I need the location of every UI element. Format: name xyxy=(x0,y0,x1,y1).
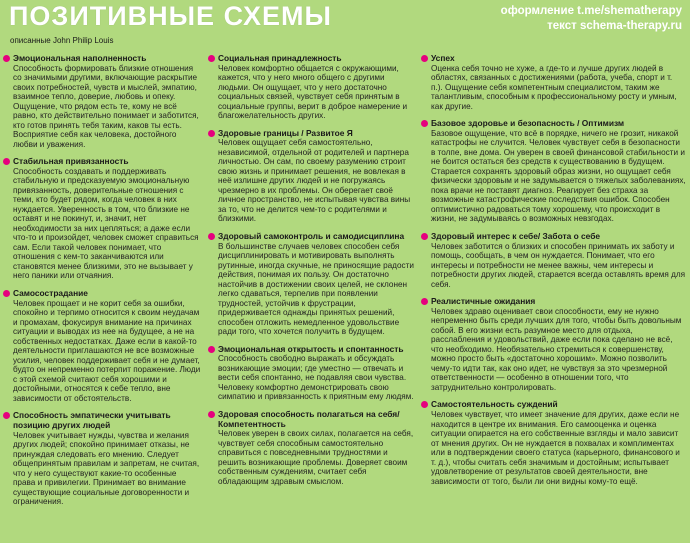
schema-title: Здоровый интерес к себе/ Забота о себе xyxy=(431,230,601,241)
column-3 xyxy=(418,48,690,486)
schema-title: Самостоятельность суждений xyxy=(431,399,558,410)
bullet-dot-icon xyxy=(3,55,10,62)
schema-section xyxy=(418,232,690,289)
column-1 xyxy=(0,48,205,507)
schema-section xyxy=(418,119,690,224)
schema-text: Человек учитывает нужды, чувства и желания других людей; спокойно принимает отказы, не принуждая следовать его мнению. Следует общепринятым правилам и запретам, не считая, что у него существуют какие-то особенные права и привилегии. Принимает во внимание существующие социальные договоренности и ограничения. xyxy=(13,430,200,507)
schema-text: Оценка себя точно не хуже, а где-то и лучше других людей в областях, связанных с достижениями (работа, учеба, спорт и т. п.). Ощущение себя компетентным специалистом, таким же талантливым, способным к профессиональному росту и умным, как другие. xyxy=(431,63,677,111)
schema-title: Эмоциональная наполненность xyxy=(13,53,147,63)
schema-title: Здоровый самоконтроль и самодисциплина xyxy=(218,230,405,241)
schema-text: Способность формировать близкие отношения со значимыми другими, включающие раскрытие своих потребностей, чувств и мыслей, эмпатию, взаимное тепло, доверие, любовь и опеку. Ощущение, что рядом есть те, кому не всё равно, кто действительно понимает и заботится, кто готов принять тебя таким, каков ты есть. Восприятие себя как человека, достойного любви и уважения. xyxy=(13,63,199,149)
schema-title: Эмоциональная открытость и спонтанность xyxy=(218,343,404,354)
schema-title: Здоровая способность полагаться на себя/ Компетентность xyxy=(218,408,400,429)
column-2 xyxy=(205,48,418,486)
schema-section xyxy=(418,54,690,111)
bullet-dot-icon xyxy=(208,346,215,353)
header xyxy=(0,0,690,46)
schema-text: Базовое ощущение, что всё в порядке, ничего не грозит, никакой катастрофы не случится. Человек чувствует себя в безопасности в толпе, вне дома. Он уверен в своей финансовой стабильности и не боится остаться без средств к существованию в будущем. Старается сохранять здоровый образ жизни, но ощущает себя физически здоровым и не задумывается о тяжелых заболеваниях, пока врачи не поставят диагноз. Реагирует без страха за возможные катастрофические последствия ошибок. Способен оптимистично радоваться тому хорошему, что происходит в жизни, не задумываясь о возможных невзгодах. xyxy=(431,128,686,224)
bullet-dot-icon xyxy=(421,55,428,62)
bullet-dot-icon xyxy=(3,158,10,165)
schema-text: Человек комфортно общается с окружающими, кажется, что у него много общего с другими людьми. Он ощущает, что у него достаточно социальных связей, чувствует себя принятым в социальные группы, верит в доброе намерение и благожелательность других. xyxy=(218,63,408,121)
schema-title: Способность эмпатически учитывать позицию других людей xyxy=(13,410,171,430)
schema-title: Успех xyxy=(431,53,455,63)
schema-section xyxy=(205,129,418,224)
schema-section xyxy=(205,410,418,486)
schema-text: Человек ощущает себя самостоятельно, независимой, отдельной от родителей и партнера личностью. Он сам, по своему разумению строит свою жизнь и принимает решения, не вовлекая в неё излишне других людей и не погружаясь чрезмерно в их проблемы. Он оберегает своё личное пространство, не испытывая чувства вины за то, что не делится чем-то с родителями и близкими. xyxy=(218,138,411,224)
bullet-dot-icon xyxy=(208,55,215,62)
credit-website: текст schema-therapy.ru xyxy=(547,20,682,32)
bullet-dot-icon xyxy=(208,233,215,240)
bullet-dot-icon xyxy=(421,120,428,127)
schema-title: Реалистичные ожидания xyxy=(431,296,536,307)
schema-title: Базовое здоровье и безопасность / Оптимизм xyxy=(431,118,625,129)
schema-section xyxy=(0,157,205,281)
bullet-dot-icon xyxy=(421,298,428,305)
page-title: ПОЗИТИВНЫЕ СХЕМЫ xyxy=(9,1,332,31)
schema-section xyxy=(0,411,205,506)
schema-title: Социальная принадлежность xyxy=(218,53,342,63)
bullet-dot-icon xyxy=(208,130,215,137)
schema-section xyxy=(418,400,690,486)
schema-section xyxy=(0,289,205,403)
bullet-dot-icon xyxy=(421,233,428,240)
schema-title: Стабильная привязанность xyxy=(13,156,129,167)
credit-telegram: оформление t.me/shematherapy xyxy=(500,5,682,17)
schema-title: Самосострадание xyxy=(13,287,88,298)
bullet-dot-icon xyxy=(208,411,215,418)
schema-section xyxy=(0,54,205,149)
schema-text: Способность свободно выражать и обсуждать возникающие эмоции; где уместно — отвечать и вести себя спонтанно, не подавляя свои чувства. Человеку комфортно демонстрировать свою симпатию и привязанность к приятным ему людям. xyxy=(218,354,414,402)
schema-section xyxy=(205,232,418,337)
schema-text: В большинстве случаев человек способен себя дисциплинировать и мотивировать выполнять рутинные, иногда скучные, не приносящие радости действия, понимая их пользу. Он достаточно настойчив в достижении своих целей, не склонен легко сдаваться, терпелив при появлении трудностей, устойчив к фрустрации, придерживается однажды принятых решений, способен отложить немедленное удовольствие ради того, что хочется получить в будущем. xyxy=(218,241,414,337)
schema-text: Человек прощает и не корит себя за ошибки, спокойно и терпимо относится к своим неудачам и промахам, фокусируя внимание на причинах ситуации и выводах из нее на будущее, а не на собственных недостатках. Даже если в какой-то деятельности приглашаются не все возможные усилия, человек поддерживает себя и не думает, будто он непременно потерпит поражение. Люди с этой схемой считают себя хорошими и достойными, относятся к себе тепло, вне зависимости от обстоятельств. xyxy=(13,298,201,403)
schema-text: Человек чувствует, что имеет значение для других, даже если не находится в центре их внимания. Его самооценка и оценка ситуации опирается на его собственные взгляды и мало зависит от мнения других. Он не нуждается в похвалах и комплиментах или в подтверждении своего статуса (карьерного, финансового и т. д.), чтобы считать себя значимым и достойным; испытывает удовлетворение от результатов своей деятельности, вне зависимости от того, были ли они видны кому-то ещё. xyxy=(431,410,680,486)
schema-text: Человек уверен в своих силах, полагается на себя, чувствует себя способным самостоятельно справиться с повседневными трудностями и решить возникающие проблемы. Доверяет своим собственным суждениям, считает себя обладающим здравым смыслом. xyxy=(218,429,414,486)
bullet-dot-icon xyxy=(3,412,10,419)
schema-section xyxy=(418,297,690,392)
schema-text: Способность создавать и поддерживать стабильную и предсказуемую эмоциональную привязанность, доверительные отношения с теми, кто будет рядом, когда человек в них нуждается. Уверенность в том, что близкие не оставят и не покинут, и, значит, нет необходимости за них цепляться; а даже если что-то и произойдет, человек сможет справиться сам. Если такой человек понимает, что отношения с кем-то заканчиваются или становятся менее близкими, это не вызывает у него паники или отчаяния. xyxy=(13,166,199,281)
schema-section xyxy=(205,345,418,402)
schema-text: Человек здраво оценивает свои способности, ему не нужно непременно быть среди лучших для того, чтобы быть довольным собой. В его жизни есть разумное место для отдыха, расслабления и удовольствий, даже если пока сделано не всё, что необходимо. Необязательно стремиться к совершенству, можно просто быть «достаточно хорошим». Можно позволить чему-то идти так, как оно идет, не чувствуя за это чрезмерной ответственности — особенно в отношении того, что затруднительно контролировать. xyxy=(431,306,682,392)
schema-section xyxy=(205,54,418,121)
credits xyxy=(501,4,682,34)
page-subtitle: описанные John Philip Louis xyxy=(10,36,114,45)
bullet-dot-icon xyxy=(421,401,428,408)
schema-title: Здоровые границы / Развитое Я xyxy=(218,127,353,138)
bullet-dot-icon xyxy=(3,290,10,297)
schema-text: Человек заботится о близких и способен принимать их заботу и помощь, сообщать, в чем он нуждается. Понимает, что его интересы и потребности не менее важны, чем интересы и потребности других людей, старается всегда оставлять время для себя. xyxy=(431,241,686,289)
